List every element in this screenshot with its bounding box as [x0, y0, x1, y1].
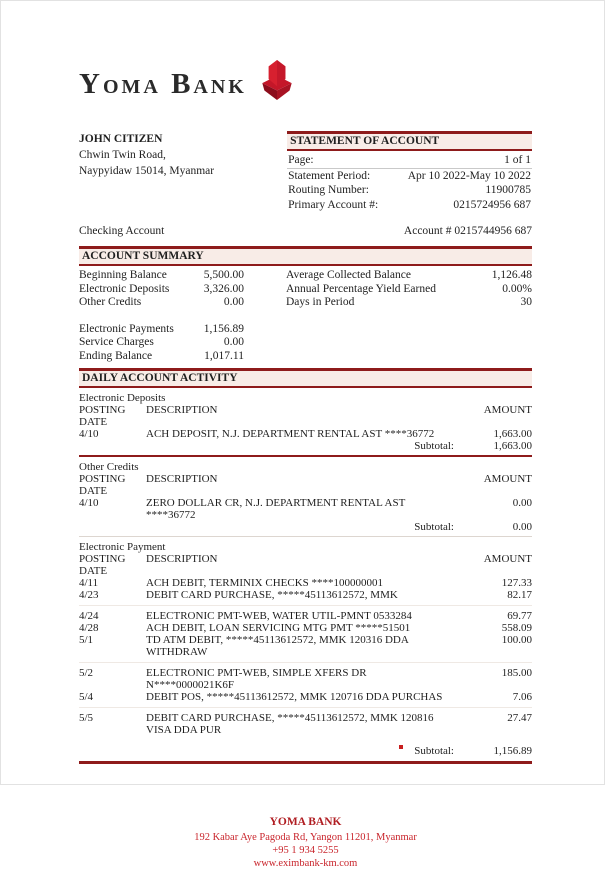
transaction-description: DEBIT CARD PURCHASE, *****45113612572, MMK 120816 VISA DDA PUR	[146, 712, 434, 736]
summary-row	[79, 283, 244, 297]
transaction-description: ACH DEBIT, LOAN SERVICING MTG PMT *****51501	[146, 622, 411, 634]
transaction-amount: 1,663.00	[493, 428, 532, 440]
account-summary-title: ACCOUNT SUMMARY	[79, 246, 532, 266]
customer-address-line1: Chwin Twin Road,	[79, 149, 166, 161]
transaction-amount: 558.09	[501, 622, 532, 634]
subtotal-amount: 1,663.00	[493, 440, 532, 452]
posting-date: 4/24	[79, 610, 99, 622]
table-row	[79, 691, 532, 703]
statement-row-label: Page:	[288, 154, 314, 166]
section-name-other-credits: Other Credits	[79, 461, 139, 473]
table-row	[79, 634, 532, 658]
table-row	[79, 497, 532, 521]
summary-value: 5,500.00	[203, 269, 244, 281]
subtotal-row	[79, 440, 532, 453]
section-divider	[79, 455, 532, 457]
posting-date: 4/23	[79, 589, 99, 601]
footer-website: www.eximbank-km.com	[253, 858, 358, 869]
summary-label: Annual Percentage Yield Earned	[286, 282, 436, 295]
summary-value: 3,326.00	[203, 282, 244, 295]
summary-label: Other Credits	[79, 296, 142, 308]
account-number: Account # 0215744956 687	[403, 225, 532, 237]
footnote-marker-row	[79, 736, 532, 745]
customer-name: JOHN CITIZEN	[79, 133, 163, 145]
statement-row-value: 11900785	[485, 184, 531, 196]
transaction-amount: 7.06	[512, 691, 532, 703]
table-header	[79, 473, 532, 497]
transaction-amount: 0.00	[512, 497, 532, 509]
summary-value: 30	[520, 296, 532, 308]
summary-label: Beginning Balance	[79, 269, 167, 281]
statement-row-page	[287, 153, 532, 169]
summary-row	[79, 269, 244, 283]
customer-address-block	[79, 131, 287, 212]
footer-phone: +95 1 934 5255	[272, 845, 339, 856]
statement-row-label: Statement Period:	[288, 169, 371, 182]
transaction-amount: 127.33	[501, 577, 532, 589]
summary-value: 0.00	[223, 296, 244, 308]
column-amount: AMOUNT	[483, 553, 532, 565]
summary-label: Ending Balance	[79, 349, 153, 362]
transaction-description: DEBIT POS, *****45113612572, MMK 120716 DDA PURCHAS	[146, 691, 443, 703]
column-description: DESCRIPTION	[146, 553, 218, 565]
statement-row-label: Routing Number:	[288, 184, 369, 196]
summary-row	[79, 323, 244, 337]
section-divider	[79, 536, 532, 537]
transaction-amount: 100.00	[501, 634, 532, 646]
transaction-amount: 27.47	[507, 712, 532, 724]
statement-footer	[79, 816, 532, 870]
summary-label: Days in Period	[286, 296, 355, 308]
summary-label: Average Collected Balance	[286, 269, 411, 281]
statement-row-value: 1 of 1	[504, 154, 531, 166]
subtotal-amount: 0.00	[512, 521, 532, 533]
statement-row-primary-account	[287, 198, 532, 213]
statement-row-value: 0215724956 687	[453, 198, 531, 211]
transaction-description: ACH DEPOSIT, N.J. DEPARTMENT RENTAL AST ****36772	[146, 428, 435, 440]
daily-activity-title: DAILY ACCOUNT ACTIVITY	[79, 368, 532, 388]
summary-value: 0.00	[223, 336, 244, 348]
footer-address: 192 Kabar Aye Pagoda Rd, Yangon 11201, Myanmar	[194, 832, 417, 843]
column-description: DESCRIPTION	[146, 473, 218, 485]
bank-logo-text: Yoma Bank	[79, 67, 247, 100]
column-posting-date: POSTING DATE	[79, 473, 126, 497]
summary-value: 0.00%	[502, 282, 532, 295]
summary-row	[79, 350, 244, 364]
column-amount: AMOUNT	[483, 473, 532, 485]
transaction-amount: 69.77	[507, 610, 532, 622]
subtotal-label: Subtotal:	[414, 440, 454, 452]
column-posting-date: POSTING DATE	[79, 404, 126, 428]
table-row	[79, 712, 532, 736]
statement-row-value: Apr 10 2022-May 10 2022	[407, 169, 531, 182]
column-amount: AMOUNT	[483, 404, 532, 416]
table-row	[79, 577, 532, 589]
transaction-description: ZERO DOLLAR CR, N.J. DEPARTMENT RENTAL AST ****36772	[146, 497, 406, 521]
table-row	[79, 622, 532, 634]
bank-logo	[79, 59, 532, 109]
subtotal-row	[79, 521, 532, 534]
summary-label: Electronic Payments	[79, 322, 174, 335]
account-type-label: Checking Account	[79, 225, 165, 237]
customer-address-line2: Naypyidaw 15014, Myanmar	[79, 165, 215, 177]
summary-row	[286, 269, 532, 283]
activity-end-divider	[79, 761, 532, 764]
subtotal-label: Subtotal:	[414, 521, 454, 533]
transaction-description: TD ATM DEBIT, *****45113612572, MMK 120316 DDA WITHDRAW	[146, 634, 409, 658]
transaction-description: ELECTRONIC PMT-WEB, WATER UTIL-PMNT 0533284	[146, 610, 412, 622]
account-summary	[79, 266, 532, 368]
column-posting-date: POSTING DATE	[79, 553, 126, 577]
posting-date: 5/2	[79, 667, 94, 679]
row-gap-divider	[79, 703, 532, 708]
summary-row	[286, 296, 532, 310]
subtotal-label: Subtotal:	[414, 745, 454, 757]
footer-bank-name: YOMA BANK	[269, 816, 342, 828]
posting-date: 4/10	[79, 428, 99, 440]
posting-date: 4/10	[79, 497, 99, 509]
table-row	[79, 610, 532, 622]
transaction-amount: 185.00	[501, 667, 532, 679]
table-header	[79, 404, 532, 428]
summary-row	[79, 296, 244, 310]
row-gap-divider	[79, 601, 532, 606]
section-name-electronic-deposits: Electronic Deposits	[79, 392, 166, 404]
posting-date: 5/1	[79, 634, 94, 646]
table-row	[79, 589, 532, 601]
statement-box-title: STATEMENT OF ACCOUNT	[287, 131, 532, 151]
column-description: DESCRIPTION	[146, 404, 218, 416]
summary-label: Service Charges	[79, 336, 154, 348]
summary-value: 1,126.48	[491, 269, 532, 281]
summary-row	[286, 283, 532, 297]
summary-value: 1,156.89	[203, 322, 244, 335]
subtotal-row	[79, 745, 532, 758]
subtotal-amount: 1,156.89	[493, 745, 532, 757]
table-row	[79, 428, 532, 440]
transaction-description: ELECTRONIC PMT-WEB, SIMPLE XFERS DR N****0000021K6F	[146, 667, 367, 691]
summary-value: 1,017.11	[204, 349, 244, 362]
posting-date: 4/11	[79, 577, 99, 589]
summary-row	[79, 336, 244, 350]
table-row	[79, 667, 532, 691]
section-name-electronic-payment: Electronic Payment	[79, 541, 166, 553]
statement-row-routing	[287, 183, 532, 198]
posting-date: 5/5	[79, 712, 94, 724]
transaction-amount: 82.17	[507, 589, 532, 601]
summary-label: Electronic Deposits	[79, 282, 170, 295]
statement-row-period	[287, 169, 532, 184]
transaction-description: DEBIT CARD PURCHASE, *****45113612572, MMK	[146, 589, 398, 601]
gem-icon	[259, 59, 295, 106]
table-header	[79, 553, 532, 577]
posting-date: 4/28	[79, 622, 99, 634]
posting-date: 5/4	[79, 691, 94, 703]
statement-of-account-box	[287, 131, 532, 212]
transaction-description: ACH DEBIT, TERMINIX CHECKS ****100000001	[146, 577, 384, 589]
statement-row-label: Primary Account #:	[288, 198, 379, 211]
row-gap-divider	[79, 658, 532, 663]
